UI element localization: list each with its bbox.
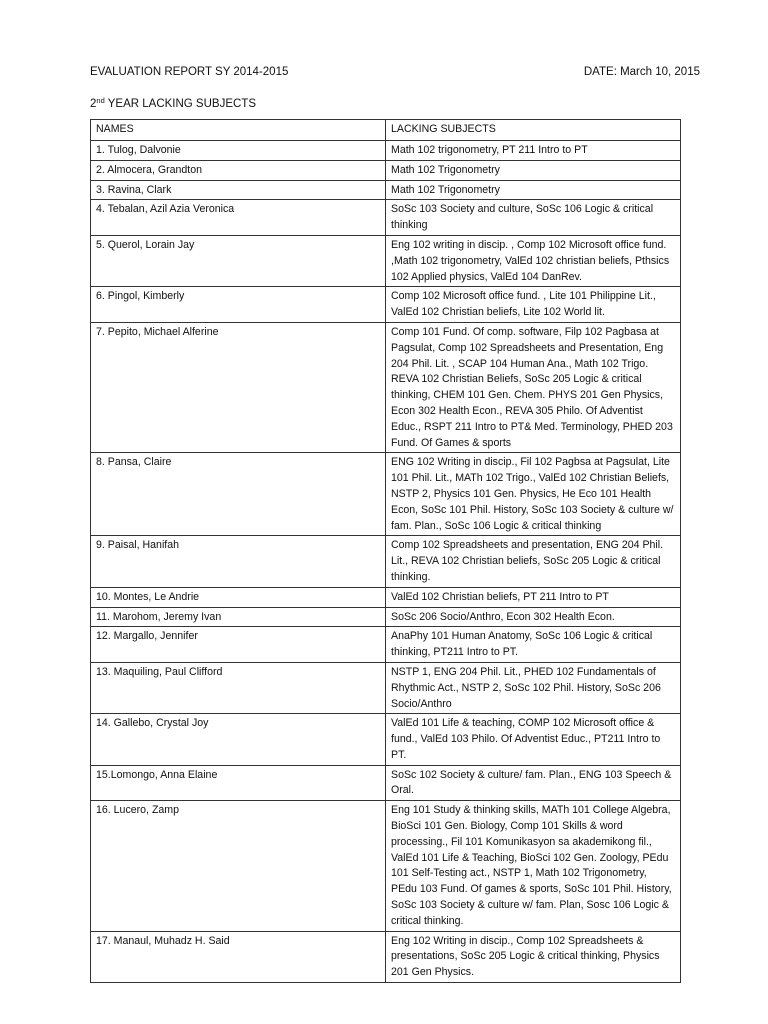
student-name-cell: 14. Gallebo, Crystal Joy: [91, 714, 386, 765]
table-row: [91, 180, 681, 200]
table-row: [91, 607, 681, 627]
table-row: [91, 714, 681, 765]
heading-ordinal-suffix: nd: [96, 96, 105, 105]
section-heading: [90, 96, 256, 110]
student-name-cell: 8. Pansa, Claire: [91, 453, 386, 536]
table-row: [91, 235, 681, 286]
lacking-subjects-cell: SoSc 102 Society & culture/ fam. Plan., ENG 103 Speech & Oral.: [386, 765, 681, 801]
student-name-cell: 9. Paisal, Hanifah: [91, 536, 386, 587]
report-date: DATE: March 10, 2015: [583, 66, 700, 78]
student-name-cell: 12. Margallo, Jennifer: [91, 627, 386, 663]
lacking-subjects-cell: Comp 102 Spreadsheets and presentation, ENG 204 Phil. Lit., REVA 102 Christian beliefs, SoSc 205 Logic & critical thinking.: [386, 536, 681, 587]
heading-text: YEAR LACKING SUBJECTS: [104, 98, 256, 110]
student-name-cell: 6. Pingol, Kimberly: [91, 287, 386, 323]
lacking-subjects-cell: ENG 102 Writing in discip., Fil 102 Pagbsa at Pagsulat, Lite 101 Phil. Lit., MATh 102 Trigo., ValEd 102 Christian Beliefs, NSTP 2, Physics 101 Gen. Physics, He Eco 101 Health Econ, SoSc 101 Phil. History, SoSc 103 Society & culture w/ fam. Plan., SoSc 106 Logic & critical thinking: [386, 453, 681, 536]
student-name-cell: 2. Almocera, Grandton: [91, 160, 386, 180]
column-header-names: NAMES: [91, 120, 386, 141]
lacking-subjects-table: [90, 119, 681, 983]
lacking-subjects-cell: SoSc 103 Society and culture, SoSc 106 Logic & critical thinking: [386, 200, 681, 236]
lacking-subjects-cell: SoSc 206 Socio/Anthro, Econ 302 Health Econ.: [386, 607, 681, 627]
student-name-cell: 15.Lomongo, Anna Elaine: [91, 765, 386, 801]
lacking-subjects-cell: Comp 102 Microsoft office fund. , Lite 101 Philippine Lit., ValEd 102 Christian beliefs, Lite 102 World lit.: [386, 287, 681, 323]
student-name-cell: 16. Lucero, Zamp: [91, 801, 386, 931]
table-row: [91, 801, 681, 931]
lacking-subjects-cell: Eng 102 Writing in discip., Comp 102 Spreadsheets & presentations, SoSc 205 Logic & critical thinking, Physics 201 Gen Physics.: [386, 931, 681, 982]
table-row: [91, 453, 681, 536]
table-row: [91, 627, 681, 663]
heading-ordinal-number: 2: [90, 98, 97, 110]
table-row: [91, 287, 681, 323]
lacking-subjects-cell: Math 102 Trigonometry: [386, 180, 681, 200]
lacking-subjects-cell: Eng 101 Study & thinking skills, MATh 101 College Algebra, BioSci 101 Gen. Biology, Comp 101 Skills & word processing., Fil 101 Komunikasyon sa akademikong fil., ValEd 101 Life & Teaching, BioSci 102 Gen. Zoology, PEdu 101 Self-Testing act., NSTP 1, Math 102 Trigonometry, PEdu 103 Fund. Of games & sports, SoSc 101 Phil. History, SoSc 103 Society & culture w/ fam. Plan, Sosc 106 Logic & critical thinking.: [386, 801, 681, 931]
table-row: [91, 662, 681, 713]
student-name-cell: 11. Marohom, Jeremy Ivan: [91, 607, 386, 627]
table-row: [91, 931, 681, 982]
lacking-subjects-cell: AnaPhy 101 Human Anatomy, SoSc 106 Logic & critical thinking, PT211 Intro to PT.: [386, 627, 681, 663]
table-header-row: [91, 120, 681, 141]
lacking-subjects-cell: Eng 102 writing in discip. , Comp 102 Microsoft office fund. ,Math 102 trigonometry, ValEd 102 christian beliefs, Pthsics 102 Applied physics, ValEd 104 DanRev.: [386, 235, 681, 286]
student-name-cell: 3. Ravina, Clark: [91, 180, 386, 200]
student-name-cell: 1. Tulog, Dalvonie: [91, 141, 386, 161]
table-row: [91, 765, 681, 801]
table-row: [91, 141, 681, 161]
student-name-cell: 13. Maquiling, Paul Clifford: [91, 662, 386, 713]
student-name-cell: 7. Pepito, Michael Alferine: [91, 322, 386, 452]
report-title: EVALUATION REPORT SY 2014-2015: [90, 66, 289, 78]
lacking-subjects-cell: Math 102 trigonometry, PT 211 Intro to PT: [386, 141, 681, 161]
student-name-cell: 4. Tebalan, Azil Azia Veronica: [91, 200, 386, 236]
lacking-subjects-cell: ValEd 102 Christian beliefs, PT 211 Intro to PT: [386, 587, 681, 607]
lacking-subjects-cell: ValEd 101 Life & teaching, COMP 102 Microsoft office & fund., ValEd 103 Philo. Of Adventist Educ., PT211 Intro to PT.: [386, 714, 681, 765]
column-header-lacking-subjects: LACKING SUBJECTS: [386, 120, 681, 141]
table-row: [91, 587, 681, 607]
table-row: [91, 536, 681, 587]
student-name-cell: 5. Querol, Lorain Jay: [91, 235, 386, 286]
lacking-subjects-cell: Comp 101 Fund. Of comp. software, Filp 102 Pagbasa at Pagsulat, Comp 102 Spreadsheets and Presentation, Eng 204 Phil. Lit. , SCAP 104 Human Ana., Math 102 Trigo. REVA 102 Christian Beliefs, SoSc 205 Logic & critical thinking, CHEM 101 Gen. Chem. PHYS 201 Gen Physics, Econ 302 Health Econ., REVA 305 Philo. Of Adventist Educ., RSPT 211 Intro to PT& Med. Terminology, PHED 203 Fund. Of Games & sports: [386, 322, 681, 452]
table-row: [91, 160, 681, 180]
student-name-cell: 10. Montes, Le Andrie: [91, 587, 386, 607]
lacking-subjects-cell: Math 102 Trigonometry: [386, 160, 681, 180]
table-row: [91, 200, 681, 236]
lacking-subjects-cell: NSTP 1, ENG 204 Phil. Lit., PHED 102 Fundamentals of Rhythmic Act., NSTP 2, SoSc 102 Phil. History, SoSc 206 Socio/Anthro: [386, 662, 681, 713]
table-row: [91, 322, 681, 452]
student-name-cell: 17. Manaul, Muhadz H. Said: [91, 931, 386, 982]
